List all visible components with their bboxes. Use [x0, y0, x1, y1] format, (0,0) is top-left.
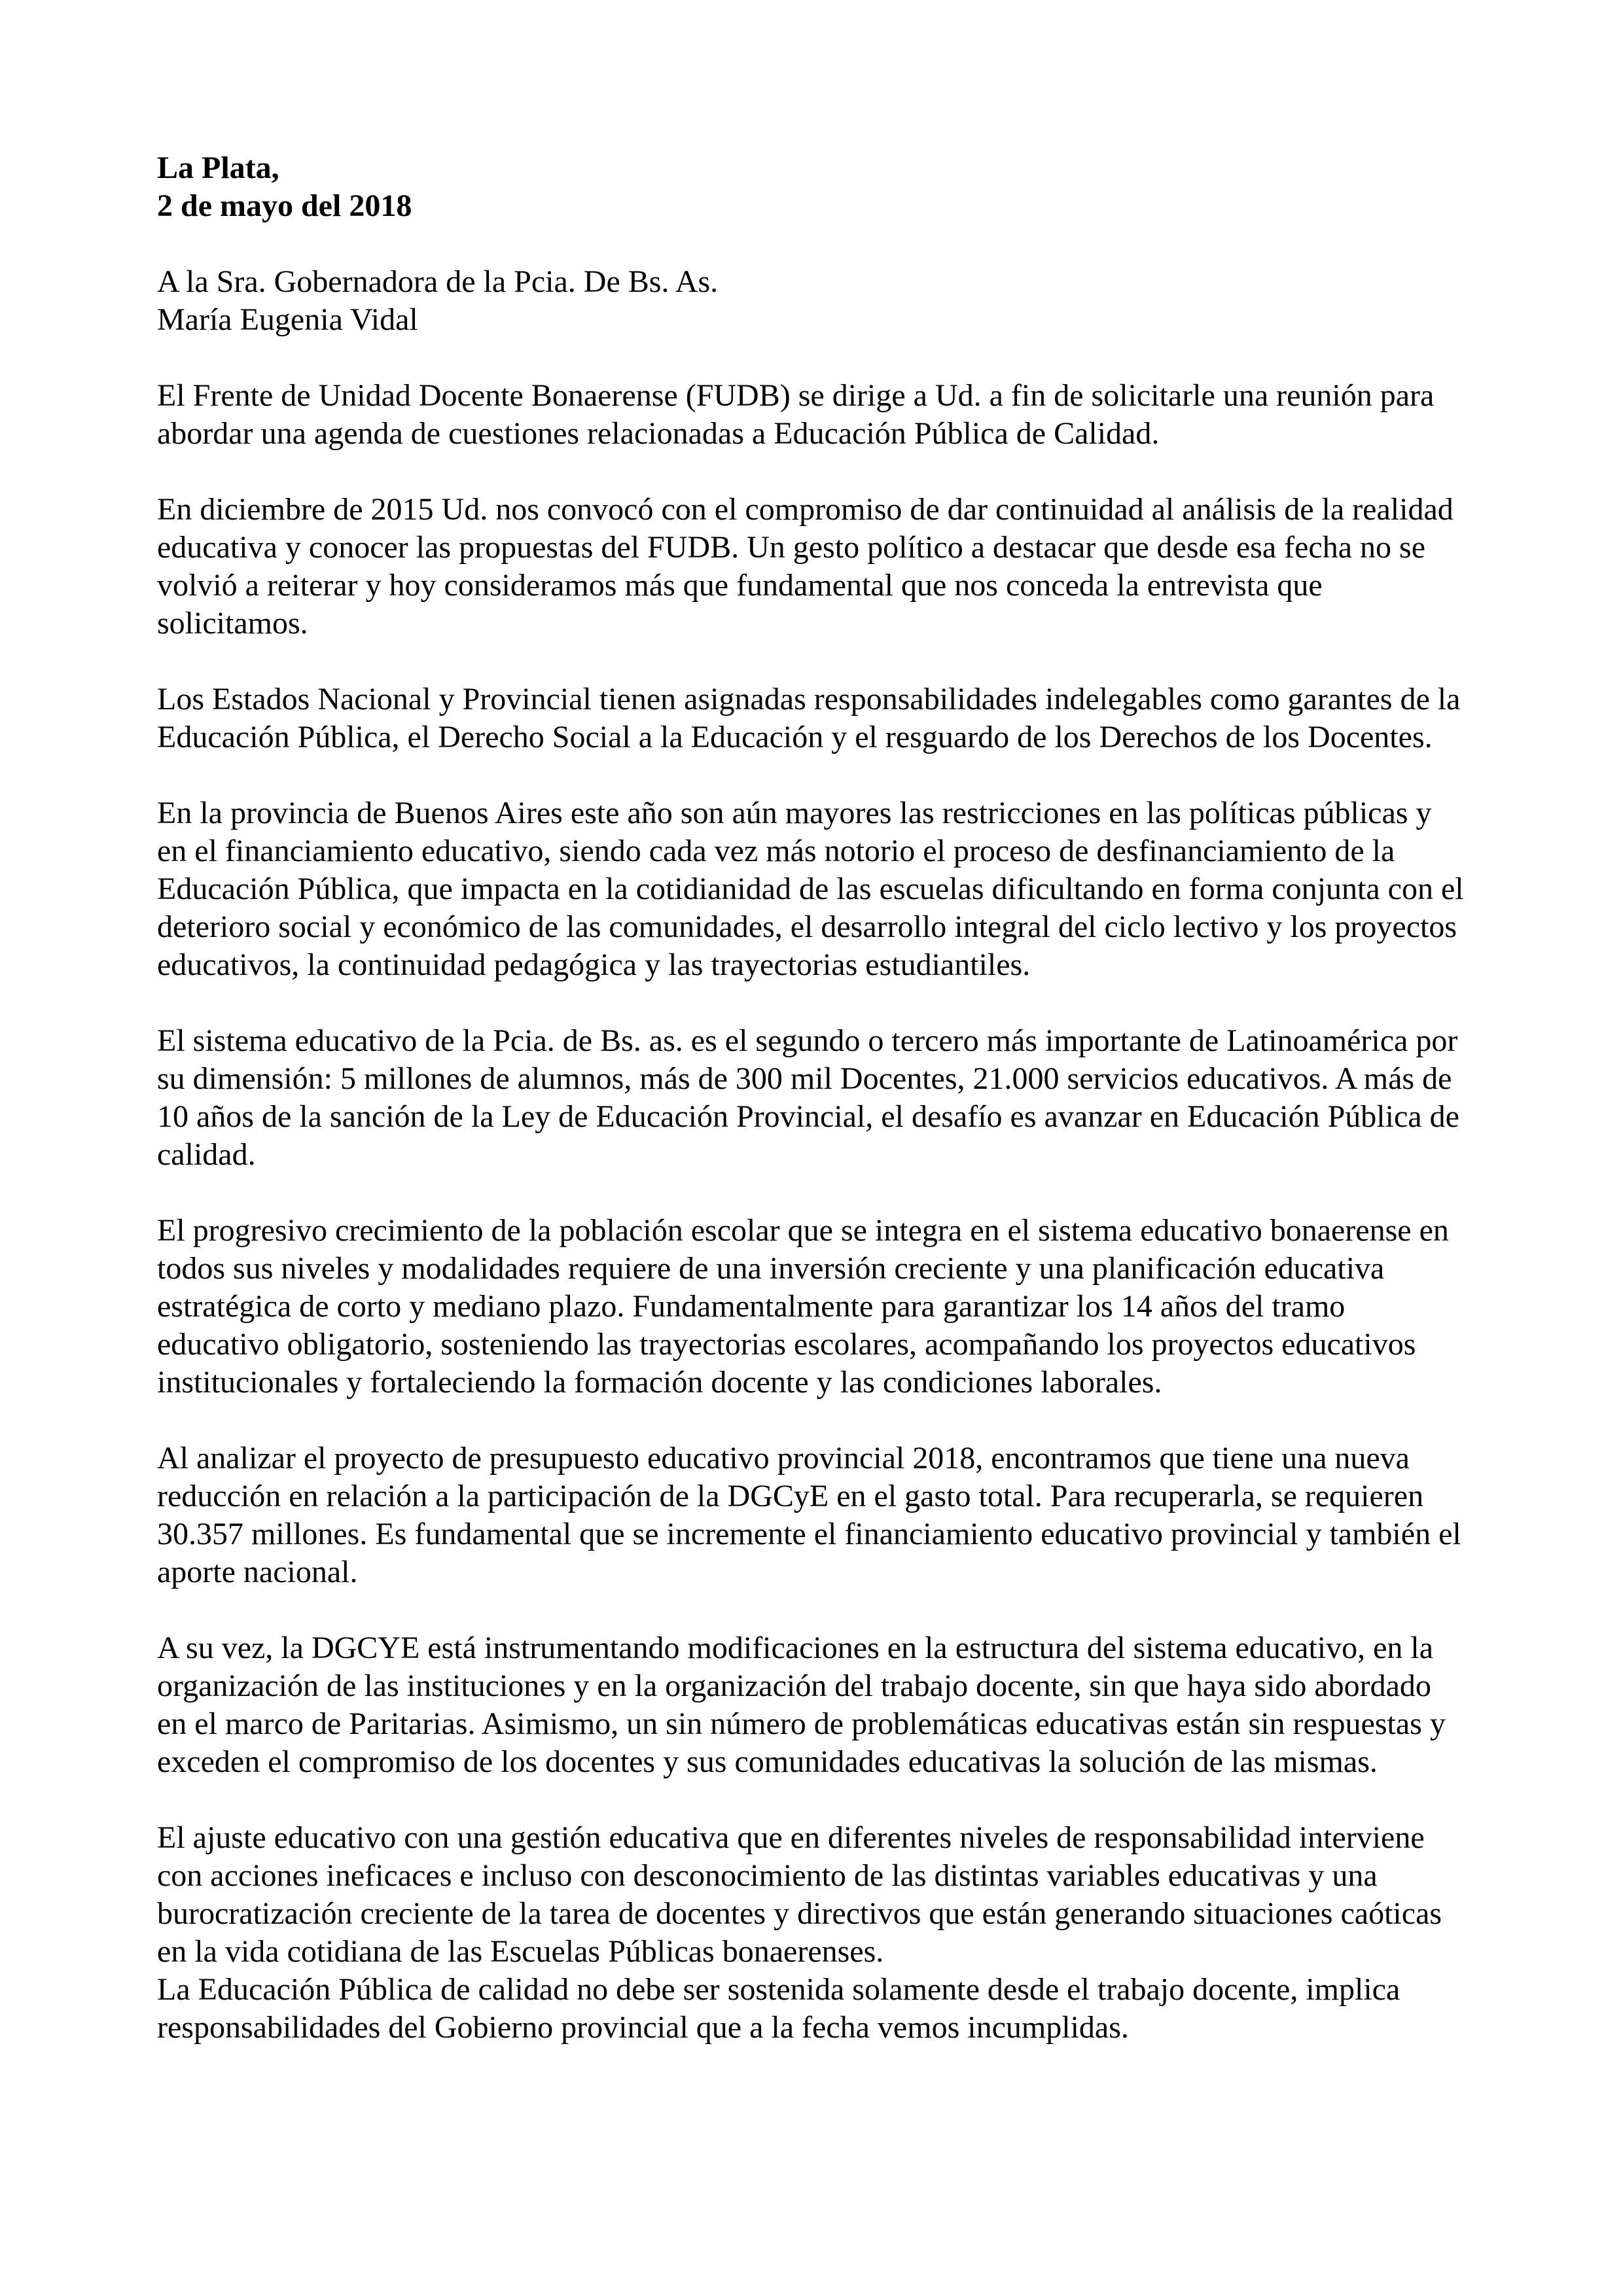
paragraph-10: La Educación Pública de calidad no debe ser sostenida solamente desde el trabajo docente, implica responsabilidades del Gobierno provincial que a la fecha vemos incumplidas.: [157, 1972, 1400, 2045]
paragraph-6: El progresivo crecimiento de la población escolar que se integra en el sistema educativo bonaerense en todos sus niveles y modalidades requiere de una inversión creciente y una planificación educativa estratégica de corto y mediano plazo. Fundamentalmente para garantizar los 14 años del tramo educativo obligatorio, sosteniendo las trayectorias escolares, acompañando los proyectos educativos institucionales y fortaleciendo la formación docente y las condiciones laborales.: [157, 1213, 1449, 1400]
paragraph-1: El Frente de Unidad Docente Bonaerense (FUDB) se dirige a Ud. a fin de solicitarle una reunión para abordar una agenda de cuestiones relacionadas a Educación Pública de Calidad.: [157, 378, 1435, 451]
paragraph-9: El ajuste educativo con una gestión educativa que en diferentes niveles de responsabilidad interviene con acciones ineficaces e incluso con desconocimiento de las distintas variables educativas y una burocratización creciente de la tarea de docentes y directivos que están generando situaciones caóticas en la vida cotidiana de las Escuelas Públicas bonaerenses.: [157, 1820, 1442, 1969]
recipient-block: [157, 263, 1466, 339]
paragraph-5: El sistema educativo de la Pcia. de Bs. as. es el segundo o tercero más importante de Latinoamérica por su dimensión: 5 millones de alumnos, más de 300 mil Docentes, 21.000 servicios educativos. A más de 10 años de la sanción de la Ley de Educación Provincial, el desafío es avanzar en Educación Pública de calidad.: [157, 1023, 1459, 1172]
paragraph-7: Al analizar el proyecto de presupuesto educativo provincial 2018, encontramos que tiene una nueva reducción en relación a la participación de la DGCyE en el gasto total. Para recuperarla, se requieren 30.357 millones. Es fundamental que se incremente el financiamiento educativo provincial y también el aporte nacional.: [157, 1441, 1461, 1589]
recipient-name: María Eugenia Vidal: [157, 302, 418, 337]
paragraph-4: En la provincia de Buenos Aires este año son aún mayores las restricciones en las políticas públicas y en el financiamiento educativo, siendo cada vez más notorio el proceso de desfinanciamiento de la Educación Pública, que impacta en la cotidianidad de las escuelas dificultando en forma conjunta con el deterioro social y económico de las comunidades, el desarrollo integral del ciclo lectivo y los proyectos educativos, la continuidad pedagógica y las trayectorias estudiantiles.: [157, 796, 1464, 982]
dateline: [157, 149, 1466, 225]
dateline-date: 2 de mayo del 2018: [157, 188, 412, 223]
dateline-place: La Plata,: [157, 150, 279, 185]
paragraph-3: Los Estados Nacional y Provincial tienen asignadas responsabilidades indelegables como garantes de la Educación Pública, el Derecho Social a la Educación y el resguardo de los Derechos de los Docentes.: [157, 682, 1461, 754]
paragraph-8: A su vez, la DGCYE está instrumentando modificaciones en la estructura del sistema educativo, en la organización de las instituciones y en la organización del trabajo docente, sin que haya sido abordado en el marco de Paritarias. Asimismo, un sin número de problemáticas educativas están sin respuestas y exceden el compromiso de los docentes y sus comunidades educativas la solución de las mismas.: [157, 1631, 1446, 1779]
recipient-title: A la Sra. Gobernadora de la Pcia. De Bs. As.: [157, 264, 719, 299]
paragraph-2: En diciembre de 2015 Ud. nos convocó con el compromiso de dar continuidad al análisis de la realidad educativa y conocer las propuestas del FUDB. Un gesto político a destacar que desde esa fecha no se volvió a reiterar y hoy consideramos más que fundamental que nos conceda la entrevista que solicitamos.: [157, 492, 1454, 641]
